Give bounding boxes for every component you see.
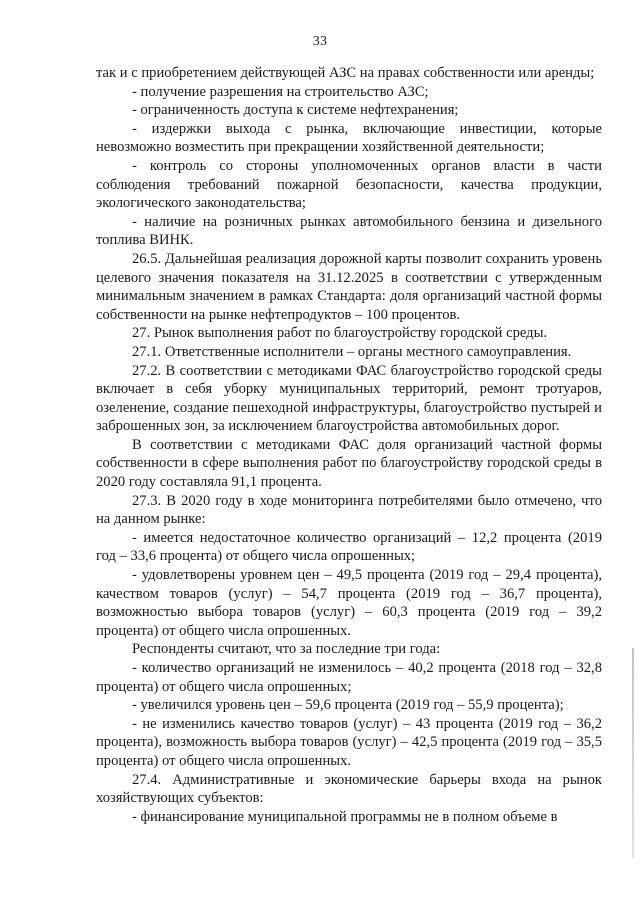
list-item: - увеличился уровень цен – 59,6 процента (2019 год – 55,9 процента); xyxy=(132,697,564,714)
list-item: - имеется недостаточное количество организаций – 12,2 процента (2019 год – 33,6 процента) от общего числа опрошенных; xyxy=(96,529,602,565)
document-body xyxy=(96,64,602,826)
list-item: - контроль со стороны уполномоченных органов власти в части соблюдения требований пожарной безопасности, качества продукции, экологического законодательства; xyxy=(96,157,602,212)
list-item: - количество организаций не изменилось – 40,2 процента (2018 год – 32,8 процента) от общего числа опрошенных; xyxy=(96,660,602,695)
list-item: - получение разрешения на строительство АЗС; xyxy=(132,83,429,100)
list-item: - издержки выхода с рынка, включающие инвестиции, которые невозможно возместить при прекращении хозяйственной деятельности; xyxy=(96,120,602,156)
paragraph: 27.1. Ответственные исполнители – органы местного самоуправления. xyxy=(132,343,572,360)
page-number: 33 xyxy=(312,34,328,49)
list-item: - наличие на розничных рынках автомобильного бензина и дизельного топлива ВИНК. xyxy=(96,213,602,249)
paragraph: 27.3. В 2020 году в ходе мониторинга потребителями было отмечено, что на данном рынке: xyxy=(96,492,602,528)
paragraph: Респонденты считают, что за последние три года: xyxy=(132,641,441,658)
paragraph: 27.2. В соответствии с методиками ФАС благоустройство городской среды включает в себя уборку муниципальных территорий, ремонт тротуаров, озеленение, создание пешеходной инфраструктуры, благоустройство пустырей и заброшенных зон, за исключением благоустройства автомобильных дорог. xyxy=(96,362,602,435)
list-item: - удовлетворены уровнем цен – 49,5 процента (2019 год – 29,4 процента), качеством товаров (услуг) – 54,7 процента (2019 год – 36,7 процента), возможностью выбора товаров (услуг) – 60,3 процента (2019 год – 39,2 процента) от общего числа опрошенных. xyxy=(96,567,602,639)
list-item: - ограниченность доступа к системе нефтехранения; xyxy=(132,102,459,119)
paragraph: так и с приобретением действующей АЗС на правах собственности или аренды; xyxy=(96,65,595,81)
list-item: - не изменились качество товаров (услуг) – 43 процента (2019 год – 36,2 процента), возможность выбора товаров (услуг) – 42,5 процента (2019 год – 35,5 процента) от общего числа опрошенных. xyxy=(96,715,602,769)
list-item: - финансирование муниципальной программы не в полном объеме в xyxy=(132,808,558,825)
section-heading: 27. Рынок выполнения работ по благоустройству городской среды. xyxy=(132,325,548,342)
paragraph: 27.4. Административные и экономические барьеры входа на рынок хозяйствующих субъектов: xyxy=(96,771,602,807)
scan-edge-shadow xyxy=(632,648,634,858)
paragraph: В соответствии с методиками ФАС доля организаций частной формы собственности в сфере выполнения работ по благоустройству городской среды в 2020 году составляла 91,1 процента. xyxy=(96,436,602,491)
paragraph: 26.5. Дальнейшая реализация дорожной карты позволит сохранить уровень целевого значения показателя на 31.12.2025 в соответствии с утвержденным минимальным значением в рамках Стандарта: доля организаций частной формы собственности на рынке нефтепродуктов – 100 процентов. xyxy=(96,250,602,323)
